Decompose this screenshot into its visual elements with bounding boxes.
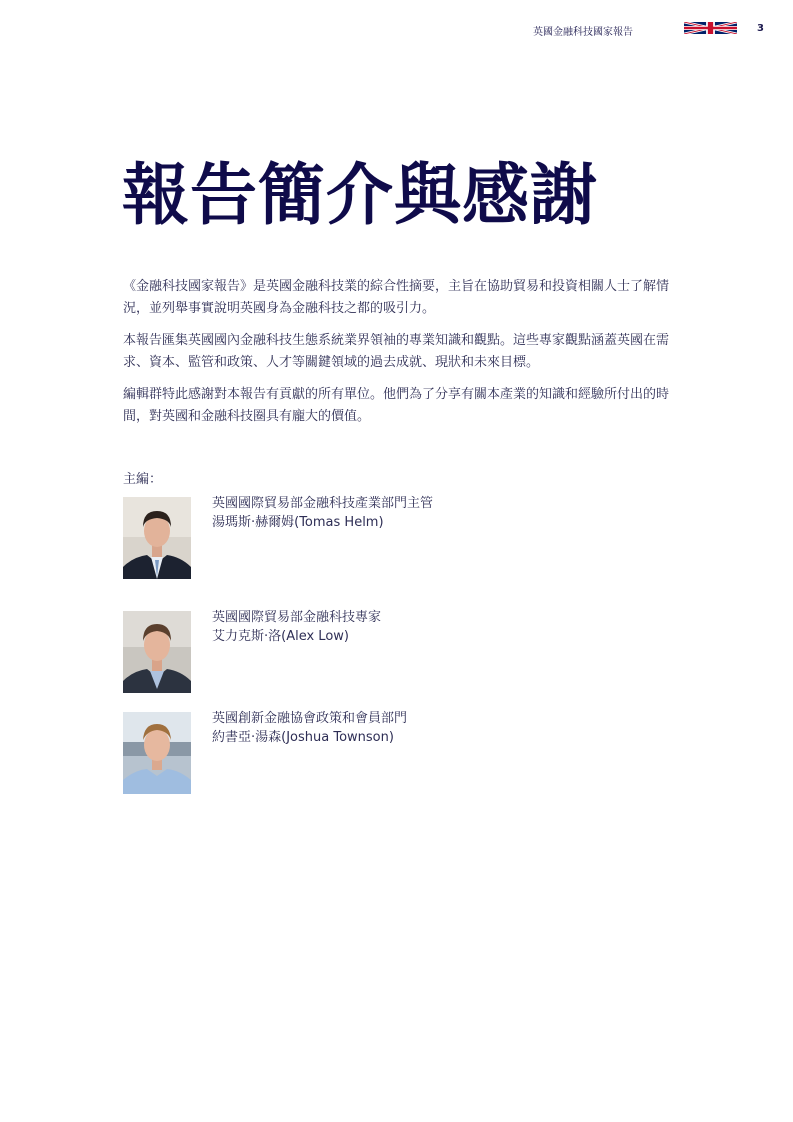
page-number: 3 bbox=[757, 23, 764, 34]
editor-role-1: 英國國際貿易部金融科技產業部門主管 bbox=[212, 496, 434, 511]
header-title: 英國金融科技國家報告 bbox=[533, 27, 633, 38]
editor-entry-1 bbox=[123, 497, 433, 579]
uk-flag-icon bbox=[684, 22, 737, 34]
editors-label: 主編： bbox=[123, 472, 163, 487]
intro-section bbox=[123, 276, 675, 438]
editor-name-1: 湯瑪斯‧赫爾姆(Tomas Helm) bbox=[212, 515, 384, 530]
editor-entry-2 bbox=[123, 611, 381, 693]
editor-role-3: 英國創新金融協會政策和會員部門 bbox=[212, 711, 408, 726]
editor-name-2: 艾力克斯‧洛(Alex Low) bbox=[212, 629, 349, 644]
editor-entry-3 bbox=[123, 712, 407, 794]
editor-photo-1 bbox=[123, 497, 191, 579]
editor-photo-3 bbox=[123, 712, 191, 794]
page-title: 報告簡介與感謝 bbox=[122, 156, 598, 234]
editor-name-3: 約書亞‧湯森(Joshua Townson) bbox=[212, 730, 394, 745]
intro-paragraph-3: 編輯群特此感謝對本報告有貢獻的所有單位。他們為了分享有關本產業的知識和經驗所付出的時間，對英國和金融科技圈具有龐大的價值。 bbox=[123, 387, 670, 424]
editor-photo-2 bbox=[123, 611, 191, 693]
intro-paragraph-1: 《金融科技國家報告》是英國金融科技業的綜合性摘要，主旨在協助貿易和投資相關人士了解情況，並列舉事實說明英國身為金融科技之都的吸引力。 bbox=[123, 279, 670, 316]
intro-paragraph-2: 本報告匯集英國國內金融科技生態系統業界領袖的專業知識和觀點。這些專家觀點涵蓋英國在需求、資本、監管和政策、人才等關鍵領域的過去成就、現狀和未來目標。 bbox=[123, 333, 670, 370]
editor-role-2: 英國國際貿易部金融科技專家 bbox=[212, 610, 382, 625]
